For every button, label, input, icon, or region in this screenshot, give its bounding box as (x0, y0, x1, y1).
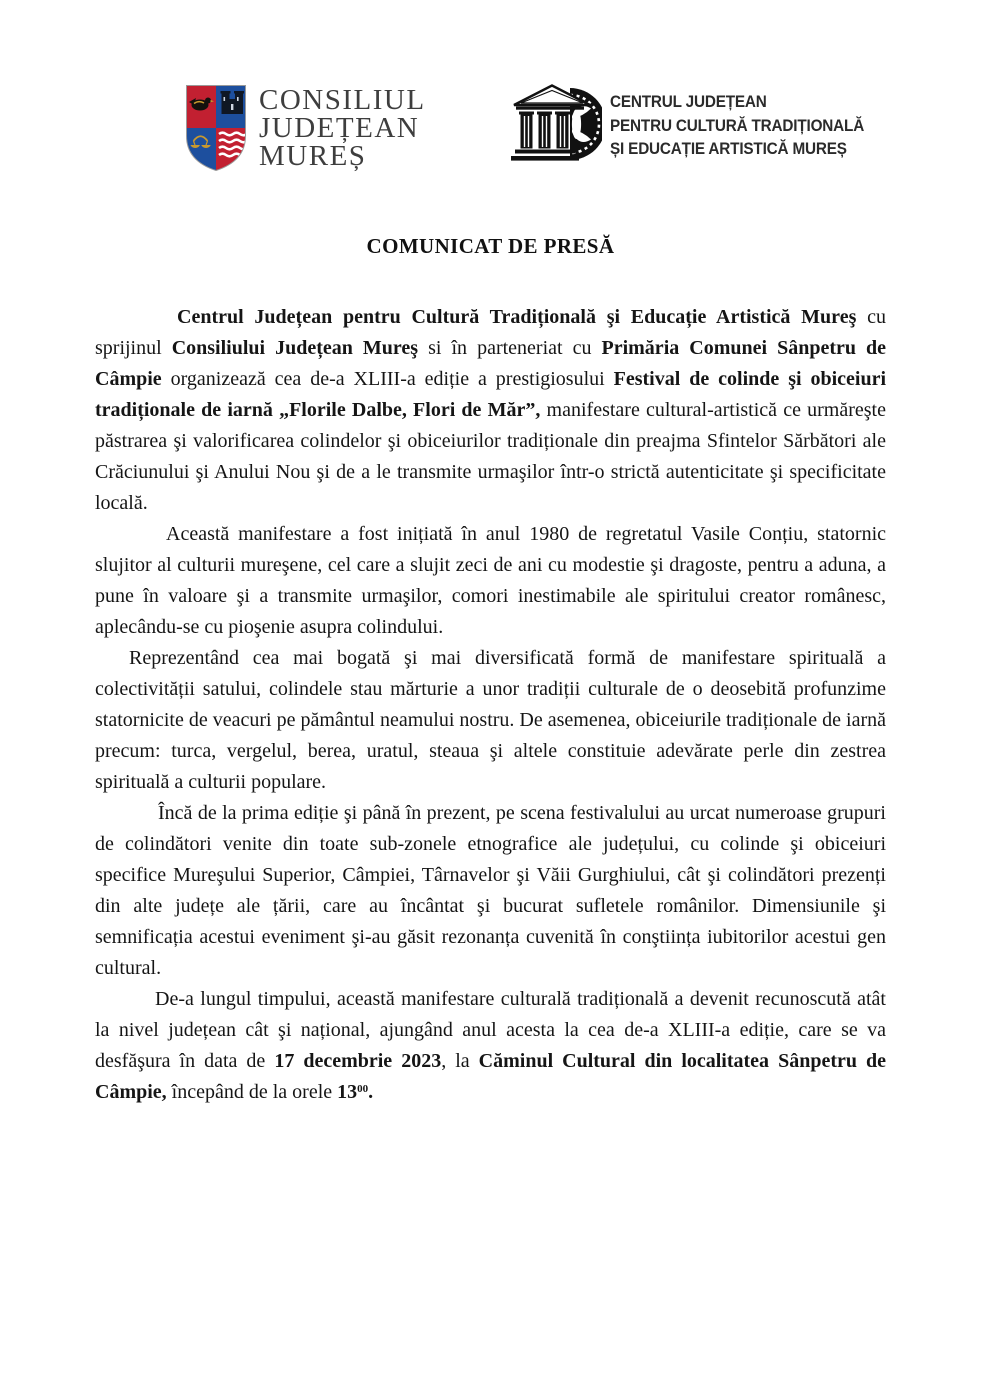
body-text: Reprezentând cea mai bogată şi mai diversificată formă de manifestare spirituală a colectivității satului, colindele stau mărturie a unor tradiții culturale de o deosebită profunzime statornicite de veacuri pe pământul neamului nostru. De asemenea, obiceiurile tradiționale de iarnă precum: turca, vergelul, berea, uratul, steaua şi altele constituie adevărate perle din zestrea spirituală a culturii populare. (95, 647, 886, 793)
bold-text: Festival de colinde şi obiceiuri tradiționale de iarnă „Florile Dalbe, Flori de Măr”, (95, 368, 887, 421)
body-text: , la (441, 1050, 479, 1072)
bold-text: Centrul Județean pentru Cultură Tradițională şi Educație Artistică Mureş (177, 306, 857, 328)
bold-text: 17 decembrie 2023 (274, 1050, 442, 1072)
superscript-text: 00 (357, 1082, 369, 1095)
centrul-cultura-logo (510, 82, 892, 162)
centrul-logo-line-1: CENTRUL JUDEȚEAN (610, 92, 767, 111)
mures-coat-of-arms-icon (185, 84, 247, 172)
body-text: De-a lungul timpului, această manifestare culturală tradițională a devenit recunoscută atât la nivel județean cât şi național, ajungând anul acesta la cea de-a XLIII-a ediție, care se va desfăşura în data de (95, 988, 886, 1072)
consiliul-judetean-logo (185, 84, 426, 172)
body-text: manifestare cultural-artistică ce urmăreşte păstrarea şi valorificarea colindelor şi obiceiurilor tradiționale din preajma Sfintelor Sărbători ale Crăciunului şi Anului Nou şi de a le transmite urmaşilor într-o strictă autenticitate şi specificitate locală. (95, 399, 886, 514)
temple-rosette-icon (510, 82, 602, 162)
body-text: cu sprijinul (95, 306, 886, 359)
centrul-logo-text (610, 90, 864, 161)
bold-text: 13 (337, 1081, 358, 1103)
paragraph-2 (95, 519, 886, 643)
body-text: Încă de la prima ediție şi până în prezent, pe scena festivalului au urcat numeroase grupuri de colindători venite din toate sub-zonele etnografice ale județului, cu colinde şi obiceiuri specifice Mureşului Superior, Câmpiei, Târnavelor şi Văii Gurghiului, cât şi colindători prezenți din alte județe ale țării, care au încântat şi bucurat sufletele românilor. Dimensiunile şi semnificația acestui eveniment şi-au găsit rezonanța cuvenită în conştiința iubitorilor acestui gen cultural. (95, 802, 886, 979)
bold-text: Consiliului Județean Mureş (171, 337, 419, 359)
bold-text: Căminul Cultural din localitatea Sânpetru de Câmpie, (95, 1050, 886, 1103)
paragraph-5 (95, 984, 886, 1108)
centrul-logo-line-2: PENTRU CULTURĂ TRADIȚIONALĂ (610, 115, 865, 135)
body-text: organizează cea de-a XLIII-a ediție a prestigiosului (161, 368, 614, 390)
body-text: Această manifestare a fost inițiată în anul 1980 de regretatul Vasile Conțiu, statornic slujitor al culturii mureşene, cel care a slujit zeci de ani cu modestie şi dragoste, pentru a aduna, a pune în valoare şi a transmite urmaşilor, comori inestimabile ale spiritului creator românesc, aplecându-se cu pioşenie asupra colindului. (95, 523, 886, 638)
paragraph-1 (95, 302, 886, 519)
bold-text: . (368, 1081, 374, 1103)
centrul-logo-line-3: ȘI EDUCAȚIE ARTISTICĂ MUREȘ (610, 139, 847, 158)
consiliul-logo-line-1: CONSILIUL (259, 84, 426, 116)
consiliul-logo-line-2: JUDEȚEAN (259, 112, 420, 144)
consiliul-logo-text (259, 86, 426, 170)
bold-text: Primăria Comunei Sânpetru de Câmpie (95, 337, 887, 390)
consiliul-logo-line-3: MUREȘ (259, 140, 367, 172)
body-text: si în parteneriat cu (418, 337, 602, 359)
paragraph-4 (95, 798, 886, 984)
document-title: COMUNICAT DE PRESĂ (366, 234, 615, 258)
paragraph-3 (95, 643, 886, 798)
document-body (95, 302, 886, 1108)
body-text: începând de la orele (166, 1081, 338, 1103)
